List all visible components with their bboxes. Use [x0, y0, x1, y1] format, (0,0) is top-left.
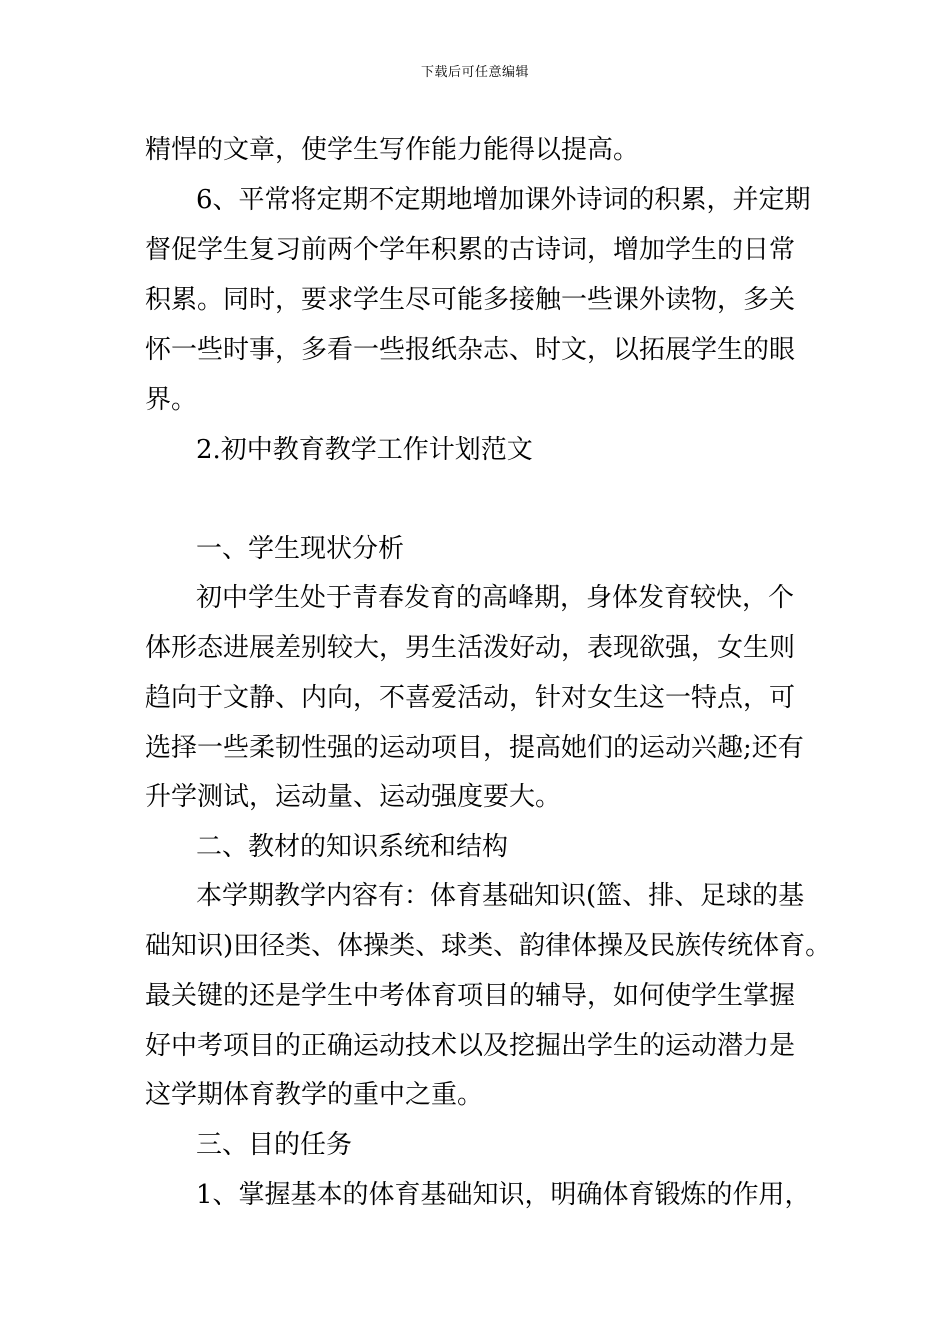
section-heading: 2.初中教育教学工作计划范文: [196, 435, 533, 465]
page-header: 下载后可任意编辑: [420, 65, 529, 80]
section-heading: 一、学生现状分析: [196, 534, 405, 564]
text-line: 6、平常将定期不定期地增加课外诗词的积累，并定期: [196, 185, 811, 215]
text-line: 本学期教学内容有：体育基础知识(篮、排、足球的基: [196, 881, 805, 911]
text-line: 界。: [145, 385, 198, 415]
text-line: 选择一些柔韧性强的运动项目，提高她们的运动兴趣;还有: [145, 733, 804, 763]
text-line: 础知识)田径类、体操类、球类、韵律体操及民族传统体育。: [145, 931, 832, 961]
text-line: 趋向于文静、内向，不喜爱活动，针对女生这一特点，可: [145, 683, 796, 713]
section-heading: 二、教材的知识系统和结构: [196, 832, 509, 862]
text-line: 积累。同时，要求学生尽可能多接触一些课外读物，多关: [145, 285, 796, 315]
text-line: 这学期体育教学的重中之重。: [145, 1080, 484, 1110]
text-line: 精悍的文章，使学生写作能力能得以提高。: [145, 135, 640, 165]
section-heading: 三、目的任务: [196, 1130, 353, 1160]
text-line: 初中学生处于青春发育的高峰期，身体发育较快，个: [196, 583, 795, 613]
text-line: 督促学生复习前两个学年积累的古诗词，增加学生的日常: [145, 235, 796, 265]
text-line: 好中考项目的正确运动技术以及挖掘出学生的运动潜力是: [145, 1031, 796, 1061]
text-line: 升学测试，运动量、运动强度要大。: [145, 782, 562, 812]
text-line: 体形态进展差别较大，男生活泼好动，表现欲强，女生则: [145, 633, 796, 663]
text-line: 怀一些时事，多看一些报纸杂志、时文，以拓展学生的眼: [145, 335, 796, 365]
text-line: 1、掌握基本的体育基础知识，明确体育锻炼的作用，: [196, 1180, 811, 1210]
text-line: 最关键的还是学生中考体育项目的辅导，如何使学生掌握: [145, 981, 796, 1011]
